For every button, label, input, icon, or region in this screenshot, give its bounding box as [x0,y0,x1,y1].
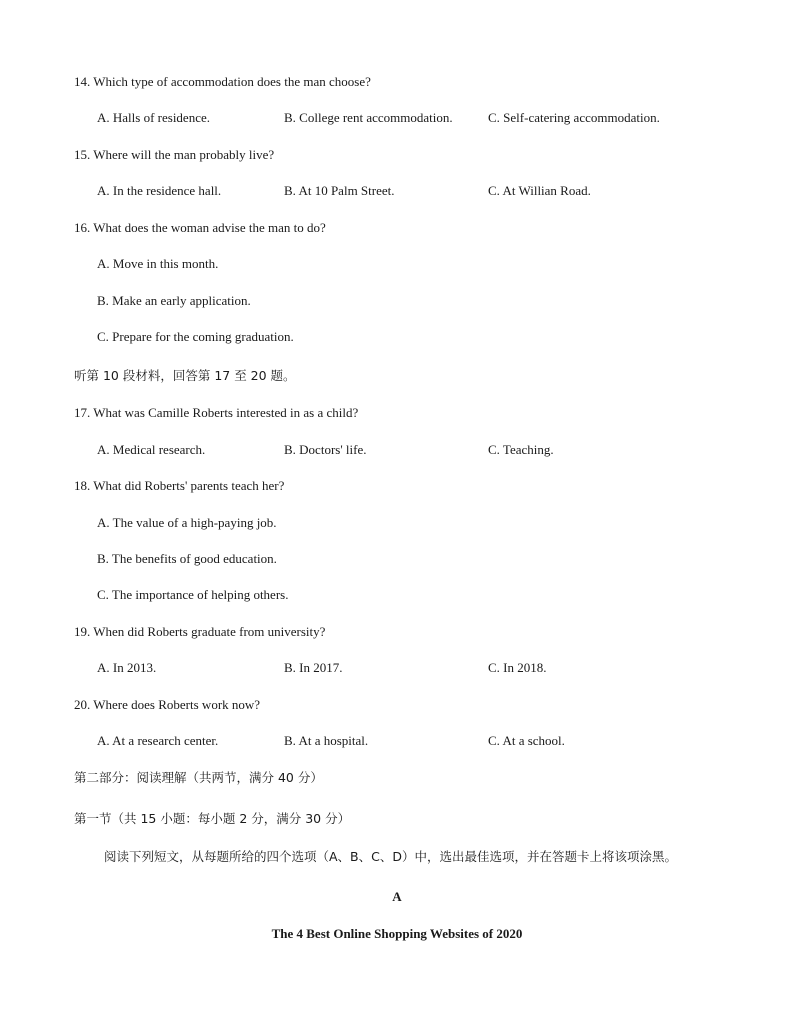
question-17: 17. What was Camille Roberts interested in as a child? [74,405,359,420]
q16-option-a: A. Move in this month. [97,256,219,271]
question-18: 18. What did Roberts' parents teach her? [74,478,285,493]
q15-option-b: B. At 10 Palm Street. [284,183,395,198]
question-14: 14. Which type of accommodation does the man choose? [74,74,371,89]
q20-option-a: A. At a research center. [97,733,219,748]
section-10-instruction: 听第 10 段材料，回答第 17 至 20 题。 [74,368,296,383]
q14-option-b: B. College rent accommodation. [284,110,453,125]
q15-option-c: C. At Willian Road. [488,183,591,198]
q17-option-a: A. Medical research. [97,442,206,457]
q15-option-a: A. In the residence hall. [97,183,222,198]
section-1-heading: 第一节（共 15 小题：每小题 2 分，满分 30 分） [74,811,351,826]
q17-option-c: C. Teaching. [488,442,554,457]
part-2-heading: 第二部分：阅读理解（共两节，满分 40 分） [74,770,323,785]
q14-option-c: C. Self-catering accommodation. [488,110,660,125]
q19-option-a: A. In 2013. [97,660,157,675]
question-16: 16. What does the woman advise the man to do? [74,220,326,235]
q18-option-a: A. The value of a high-paying job. [97,515,277,530]
q19-option-b: B. In 2017. [284,660,343,675]
reading-instruction: 阅读下列短文，从每题所给的四个选项（A、B、C、D）中，选出最佳选项，并在答题卡上将该项涂黑。 [104,849,677,864]
passage-title: The 4 Best Online Shopping Websites of 2020 [271,926,523,941]
q19-option-c: C. In 2018. [488,660,547,675]
passage-label: A [392,889,402,904]
q18-option-c: C. The importance of helping others. [97,587,289,602]
q16-option-c: C. Prepare for the coming graduation. [97,329,294,344]
q20-option-c: C. At a school. [488,733,565,748]
question-19: 19. When did Roberts graduate from university? [74,624,326,639]
question-20: 20. Where does Roberts work now? [74,697,261,712]
question-15: 15. Where will the man probably live? [74,147,275,162]
q17-option-b: B. Doctors' life. [284,442,367,457]
q14-option-a: A. Halls of residence. [97,110,210,125]
q18-option-b: B. The benefits of good education. [97,551,277,566]
q16-option-b: B. Make an early application. [97,293,251,308]
q20-option-b: B. At a hospital. [284,733,369,748]
